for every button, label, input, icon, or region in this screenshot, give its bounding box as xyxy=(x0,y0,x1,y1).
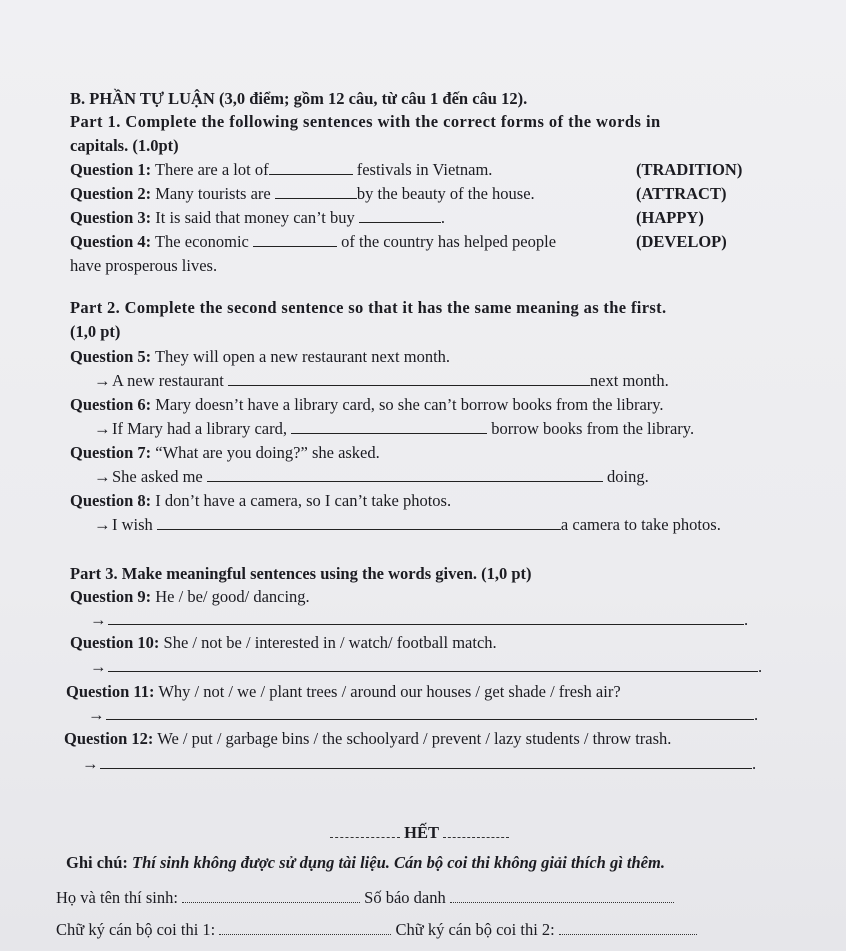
question-label: Question 8: xyxy=(70,491,152,510)
rewrite-6: →If Mary had a library card, borrow books from the library. xyxy=(94,419,695,438)
question-label: Question 2: xyxy=(70,184,152,203)
answer-blank[interactable] xyxy=(106,705,754,720)
invigilator2-field[interactable] xyxy=(559,924,697,935)
question-4-cont: have prosperous lives. xyxy=(70,256,218,275)
arrow-icon: → xyxy=(88,705,105,724)
keyword: (HAPPY) xyxy=(636,208,704,227)
arrow-icon: → xyxy=(90,610,107,629)
candidate-name-label: Họ và tên thí sinh: xyxy=(56,888,178,907)
arrow-icon: → xyxy=(90,657,107,676)
question-label: Question 11: xyxy=(66,682,155,701)
arrow-icon: → xyxy=(94,467,111,486)
rewrite-7: →She asked me doing. xyxy=(94,467,649,486)
note xyxy=(66,853,665,873)
question-2: Question 2: Many tourists are by the beauty of the house. xyxy=(70,184,535,203)
question-1: Question 1: There are a lot of festivals in Vietnam. xyxy=(70,160,493,179)
end-marker: HẾT xyxy=(330,823,509,843)
question-11: Question 11: Why / not / we / plant trees / around our houses / get shade / fresh air? xyxy=(66,682,621,701)
section-title: B. PHẦN TỰ LUẬN (3,0 điểm; gồm 12 câu, từ câu 1 đến câu 12). xyxy=(70,89,528,108)
invigilator2-label: Chữ ký cán bộ coi thi 2: xyxy=(395,920,555,939)
candidate-number-label: Số báo danh xyxy=(364,888,446,907)
question-label: Question 12: xyxy=(64,729,154,748)
answer-blank[interactable] xyxy=(253,232,337,247)
question-10: Question 10: She / not be / interested in / watch/ football match. xyxy=(70,633,497,652)
note-text: Thí sinh không được sử dụng tài liệu. Cán bộ coi thi không giải thích gì thêm. xyxy=(132,853,665,872)
question-label: Question 5: xyxy=(70,347,152,366)
answer-blank[interactable] xyxy=(108,657,758,672)
question-9: Question 9: He / be/ good/ dancing. xyxy=(70,587,310,606)
invigilator1-label: Chữ ký cán bộ coi thi 1: xyxy=(56,920,216,939)
keyword: (DEVELOP) xyxy=(636,232,727,251)
dash-line xyxy=(330,828,400,838)
arrow-icon: → xyxy=(94,419,111,438)
answer-blank[interactable] xyxy=(108,610,744,625)
answer-blank[interactable] xyxy=(228,371,590,386)
keyword: (ATTRACT) xyxy=(636,184,727,203)
answer-line-9: → . xyxy=(90,610,749,629)
question-8: Question 8: I don’t have a camera, so I can’t take photos. xyxy=(70,491,452,510)
question-label: Question 7: xyxy=(70,443,152,462)
question-12: Question 12: We / put / garbage bins / the schoolyard / prevent / lazy students / throw trash. xyxy=(64,729,672,748)
question-3: Question 3: It is said that money can’t buy . xyxy=(70,208,446,227)
dash-line xyxy=(443,828,509,838)
answer-line-10: → . xyxy=(90,657,763,676)
answer-blank[interactable] xyxy=(207,467,603,482)
answer-line-12: → . xyxy=(82,754,757,773)
answer-blank[interactable] xyxy=(291,419,487,434)
part1-heading-cont: capitals. (1.0pt) xyxy=(70,136,179,155)
invigilator-row xyxy=(56,920,697,940)
part2-heading-cont: (1,0 pt) xyxy=(70,322,121,341)
keyword: (TRADITION) xyxy=(636,160,743,179)
rewrite-8: →I wish a camera to take photos. xyxy=(94,515,721,534)
note-label: Ghi chú: xyxy=(66,853,128,872)
answer-blank[interactable] xyxy=(359,208,441,223)
part1-heading: Part 1. Complete the following sentences with the correct forms of the words in xyxy=(70,112,661,131)
question-7: Question 7: “What are you doing?” she asked. xyxy=(70,443,380,462)
question-label: Question 9: xyxy=(70,587,152,606)
arrow-icon: → xyxy=(94,371,111,390)
answer-blank[interactable] xyxy=(269,160,353,175)
rewrite-5: →A new restaurant next month. xyxy=(94,371,669,390)
question-label: Question 1: xyxy=(70,160,152,179)
answer-blank[interactable] xyxy=(100,754,752,769)
question-label: Question 6: xyxy=(70,395,152,414)
question-label: Question 3: xyxy=(70,208,152,227)
invigilator1-field[interactable] xyxy=(219,924,391,935)
question-label: Question 10: xyxy=(70,633,160,652)
arrow-icon: → xyxy=(82,754,99,773)
candidate-name-field[interactable] xyxy=(182,892,360,903)
part2-heading: Part 2. Complete the second sentence so that it has the same meaning as the first. xyxy=(70,298,667,317)
question-5: Question 5: They will open a new restaurant next month. xyxy=(70,347,451,366)
candidate-number-field[interactable] xyxy=(450,892,674,903)
answer-blank[interactable] xyxy=(157,515,561,530)
question-label: Question 4: xyxy=(70,232,152,251)
candidate-name-row xyxy=(56,888,674,908)
arrow-icon: → xyxy=(94,515,111,534)
question-4: Question 4: The economic of the country has helped people xyxy=(70,232,557,251)
answer-line-11: → . xyxy=(88,705,759,724)
question-6: Question 6: Mary doesn’t have a library card, so she can’t borrow books from the library. xyxy=(70,395,664,414)
part3-heading: Part 3. Make meaningful sentences using the words given. (1,0 pt) xyxy=(70,564,532,583)
answer-blank[interactable] xyxy=(275,184,357,199)
